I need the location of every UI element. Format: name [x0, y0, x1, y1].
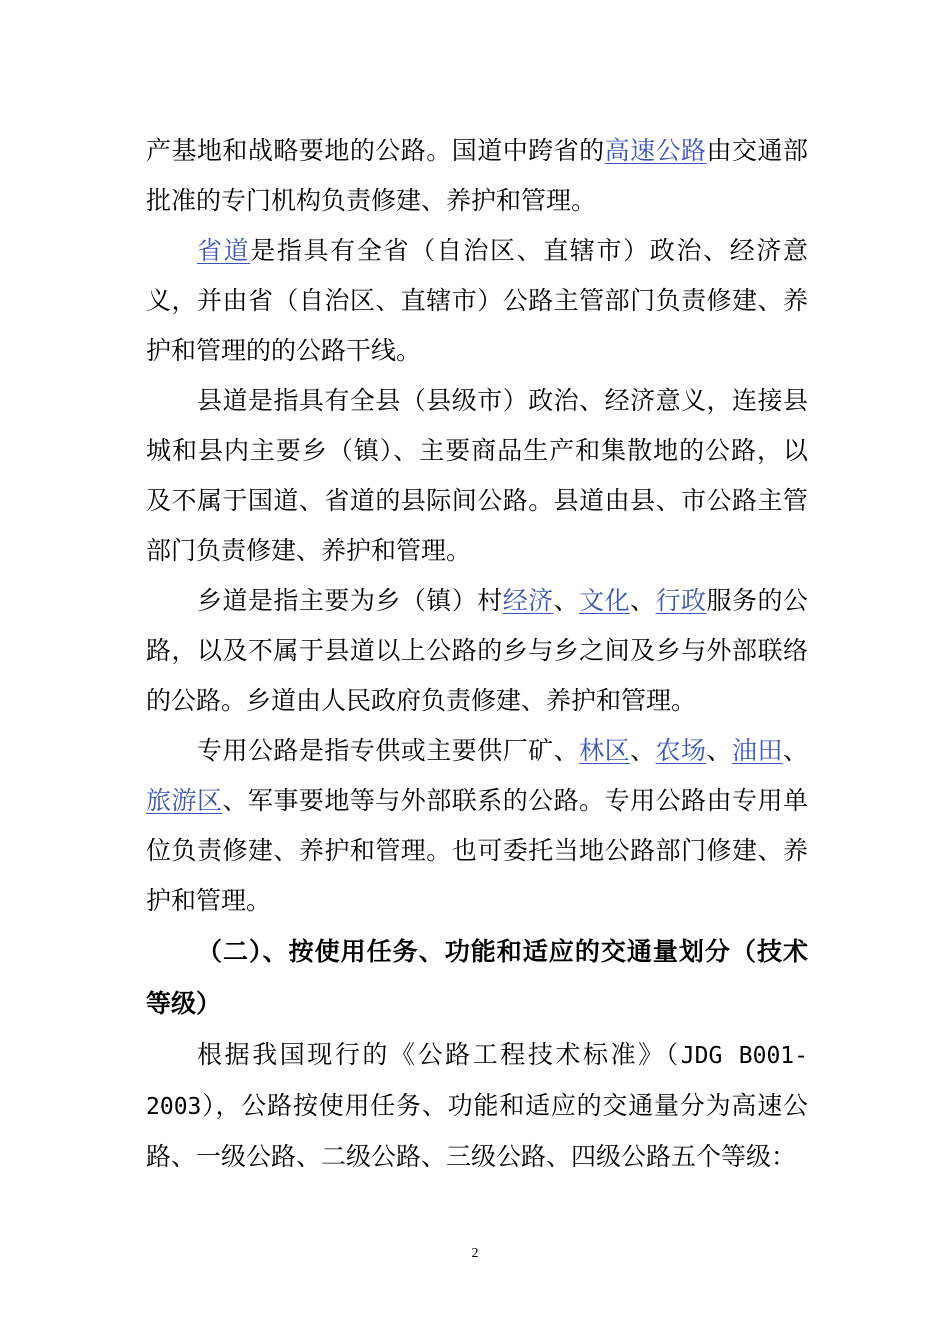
- text-run: 、: [630, 586, 656, 615]
- text-run: 乡道是指主要为乡（镇）村: [197, 586, 503, 615]
- paragraph-technical-grades: [146, 1030, 808, 1182]
- paragraph-special-road: [146, 726, 808, 926]
- standard-code: JDG B001-2003: [146, 1043, 808, 1120]
- text-run: 产基地和战略要地的公路。国道中跨省的: [146, 136, 605, 165]
- section-heading: （二）、按使用任务、功能和适应的交通量划分（技术等级）: [146, 937, 808, 1018]
- text-run: 、军事要地等与外部联系的公路。专用公路由专用单位负责修建、养护和管理。也可委托当地公路部门修建、养护和管理。: [146, 786, 808, 915]
- link-oilfield[interactable]: 油田: [731, 736, 783, 765]
- text-run: ），公路按使用任务、功能和适应的交通量分为高速公路、一级公路、二级公路、三级公路、四级公路五个等级：: [146, 1091, 808, 1171]
- link-expressway[interactable]: 高速公路: [604, 136, 707, 165]
- page-number: 2: [471, 1246, 479, 1261]
- document-body: [146, 126, 808, 1182]
- text-run: 、: [706, 736, 732, 765]
- link-administration[interactable]: 行政: [655, 586, 707, 615]
- link-provincial-road[interactable]: 省道: [197, 236, 251, 265]
- paragraph-county-road: 县道是指具有全县（县级市）政治、经济意义，连接县城和县内主要乡（镇）、主要商品生产和集散地的公路，以及不属于国道、省道的县际间公路。县道由县、市公路主管部门负责修建、养护和管理。: [146, 386, 808, 565]
- text-run: 专用公路是指专供或主要供厂矿、: [197, 736, 580, 765]
- link-culture[interactable]: 文化: [579, 586, 631, 615]
- text-run: 、: [630, 736, 656, 765]
- link-forest-area[interactable]: 林区: [579, 736, 631, 765]
- text-run: 由交通部批准的专门机构负责修建、养护和管理。: [146, 136, 808, 215]
- text-run: 服务的公路，以及不属于县道以上公路的乡与乡之间及乡与外部联络的公路。乡道由人民政府负责修建、养护和管理。: [146, 586, 808, 715]
- text-run: 根据我国现行的《公路工程技术标准》（: [197, 1040, 681, 1069]
- link-economy[interactable]: 经济: [502, 586, 554, 615]
- link-tourist-area[interactable]: 旅游区: [146, 786, 223, 815]
- text-run: 是指具有全省（自治区、直辖市）政治、经济意义，并由省（自治区、直辖市）公路主管部门负责修建、养护和管理的的公路干线。: [146, 236, 808, 365]
- text-run: 、: [782, 736, 808, 765]
- paragraph-national-road-end: [146, 126, 808, 226]
- paragraph-provincial-road: [146, 226, 808, 376]
- paragraph-township-road: [146, 576, 808, 726]
- text-run: 、: [553, 586, 580, 615]
- link-farm[interactable]: 农场: [655, 736, 707, 765]
